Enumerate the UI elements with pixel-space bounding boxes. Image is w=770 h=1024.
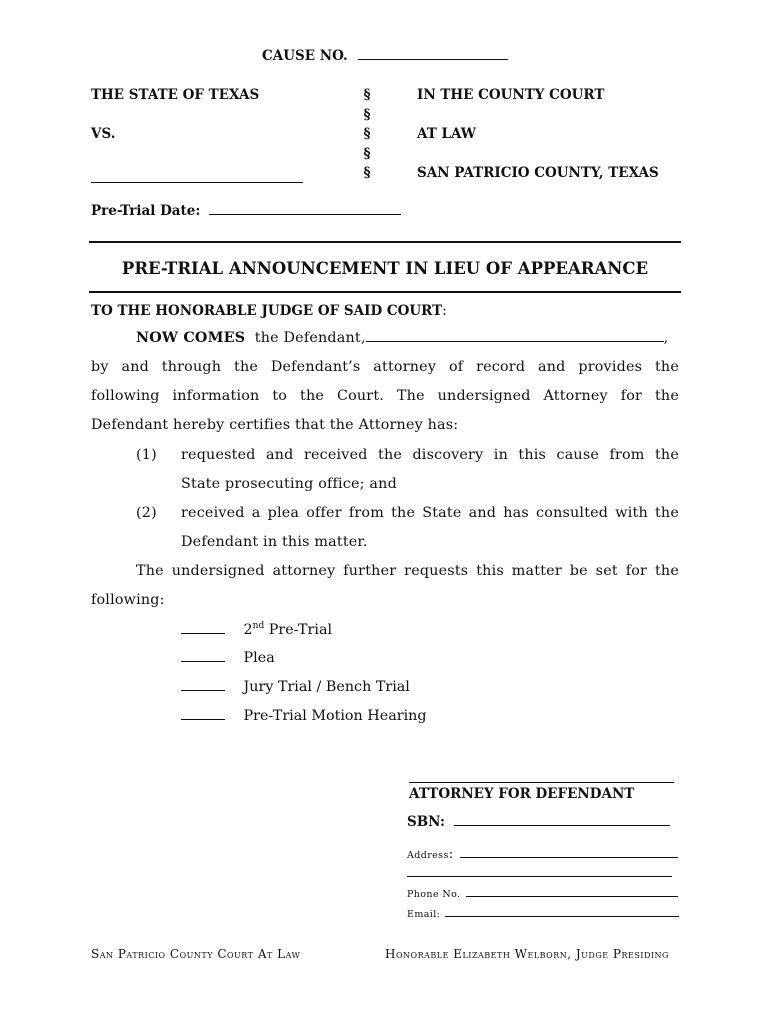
option-checkbox-blank[interactable] xyxy=(181,660,225,662)
phone-label: Phone No. xyxy=(407,889,461,900)
salutation: TO THE HONORABLE JUDGE OF SAID COURT: xyxy=(91,303,447,319)
address-line-2-blank[interactable] xyxy=(407,862,672,881)
defendant-name-blank[interactable] xyxy=(91,168,303,187)
body-line: by and through the Defendant’s attorney of record and provides the xyxy=(91,359,679,375)
item-text: requested and received the discovery in this cause from the xyxy=(181,447,679,463)
item-text: Defendant in this matter. xyxy=(181,534,368,550)
section-mark: § xyxy=(363,165,371,181)
footer-judge: Honorable Elizabeth Welborn, Judge Presiding xyxy=(385,947,669,961)
option-checkbox-blank[interactable] xyxy=(181,632,225,634)
sbn-label: SBN: xyxy=(407,814,446,830)
phone-blank[interactable] xyxy=(466,895,678,897)
court-line3: SAN PATRICIO COUNTY, TEXAS xyxy=(417,165,659,181)
sbn-blank[interactable] xyxy=(454,824,670,826)
request-line: following: xyxy=(91,592,165,608)
item-number: (1) xyxy=(136,447,157,463)
address-blank[interactable] xyxy=(460,856,678,858)
address-label: Address xyxy=(407,850,449,861)
option-second-pretrial: 2nd Pre-Trial xyxy=(181,621,332,638)
pretrial-date-line xyxy=(91,203,401,219)
title-top-rule xyxy=(89,241,681,243)
email-blank[interactable] xyxy=(445,915,679,917)
section-mark: § xyxy=(363,87,371,103)
phone-line xyxy=(407,882,678,901)
option-plea: Plea xyxy=(181,650,275,666)
request-line: The undersigned attorney further requests this matter be set for the xyxy=(136,563,679,579)
state-of-texas: THE STATE OF TEXAS xyxy=(91,87,260,103)
option-checkbox-blank[interactable] xyxy=(181,718,225,720)
document-title: PRE-TRIAL ANNOUNCEMENT IN LIEU OF APPEARANCE xyxy=(121,259,649,278)
signature-blank[interactable] xyxy=(409,768,674,787)
section-mark: § xyxy=(363,146,371,162)
now-comes: NOW COMES xyxy=(136,330,246,346)
section-mark: § xyxy=(363,107,371,123)
cause-number-blank[interactable] xyxy=(358,58,508,60)
address-line: Address: xyxy=(407,843,678,862)
pretrial-date-label: Pre-Trial Date: xyxy=(91,203,201,219)
court-line1: IN THE COUNTY COURT xyxy=(417,87,605,103)
now-comes-line: NOW COMES the Defendant, , xyxy=(136,330,669,346)
the-defendant: the Defendant, xyxy=(254,330,366,346)
vs-label: VS. xyxy=(91,126,116,142)
option-checkbox-blank[interactable] xyxy=(181,689,225,691)
title-bottom-rule xyxy=(89,291,681,293)
option-jury-bench-trial: Jury Trial / Bench Trial xyxy=(181,679,410,695)
court-line2: AT LAW xyxy=(417,126,476,142)
email-line xyxy=(407,902,679,921)
footer-court: San Patricio County Court At Law xyxy=(91,947,301,961)
section-mark: § xyxy=(363,126,371,142)
pretrial-date-blank[interactable] xyxy=(209,213,401,215)
item-number: (2) xyxy=(136,505,157,521)
defendant-blank[interactable] xyxy=(366,340,664,342)
cause-number-label: CAUSE NO. xyxy=(262,48,348,64)
email-label: Email: xyxy=(407,909,441,920)
body-line: following information to the Court. The undersigned Attorney for the xyxy=(91,388,679,404)
attorney-label: ATTORNEY FOR DEFENDANT xyxy=(409,786,635,802)
option-motion-hearing: Pre-Trial Motion Hearing xyxy=(181,708,427,724)
body-line: Defendant hereby certifies that the Attorney has: xyxy=(91,417,459,433)
sbn-line xyxy=(407,814,670,830)
item-text: State prosecuting office; and xyxy=(181,476,397,492)
item-text: received a plea offer from the State and has consulted with the xyxy=(181,505,679,521)
cause-number-line xyxy=(262,48,508,64)
